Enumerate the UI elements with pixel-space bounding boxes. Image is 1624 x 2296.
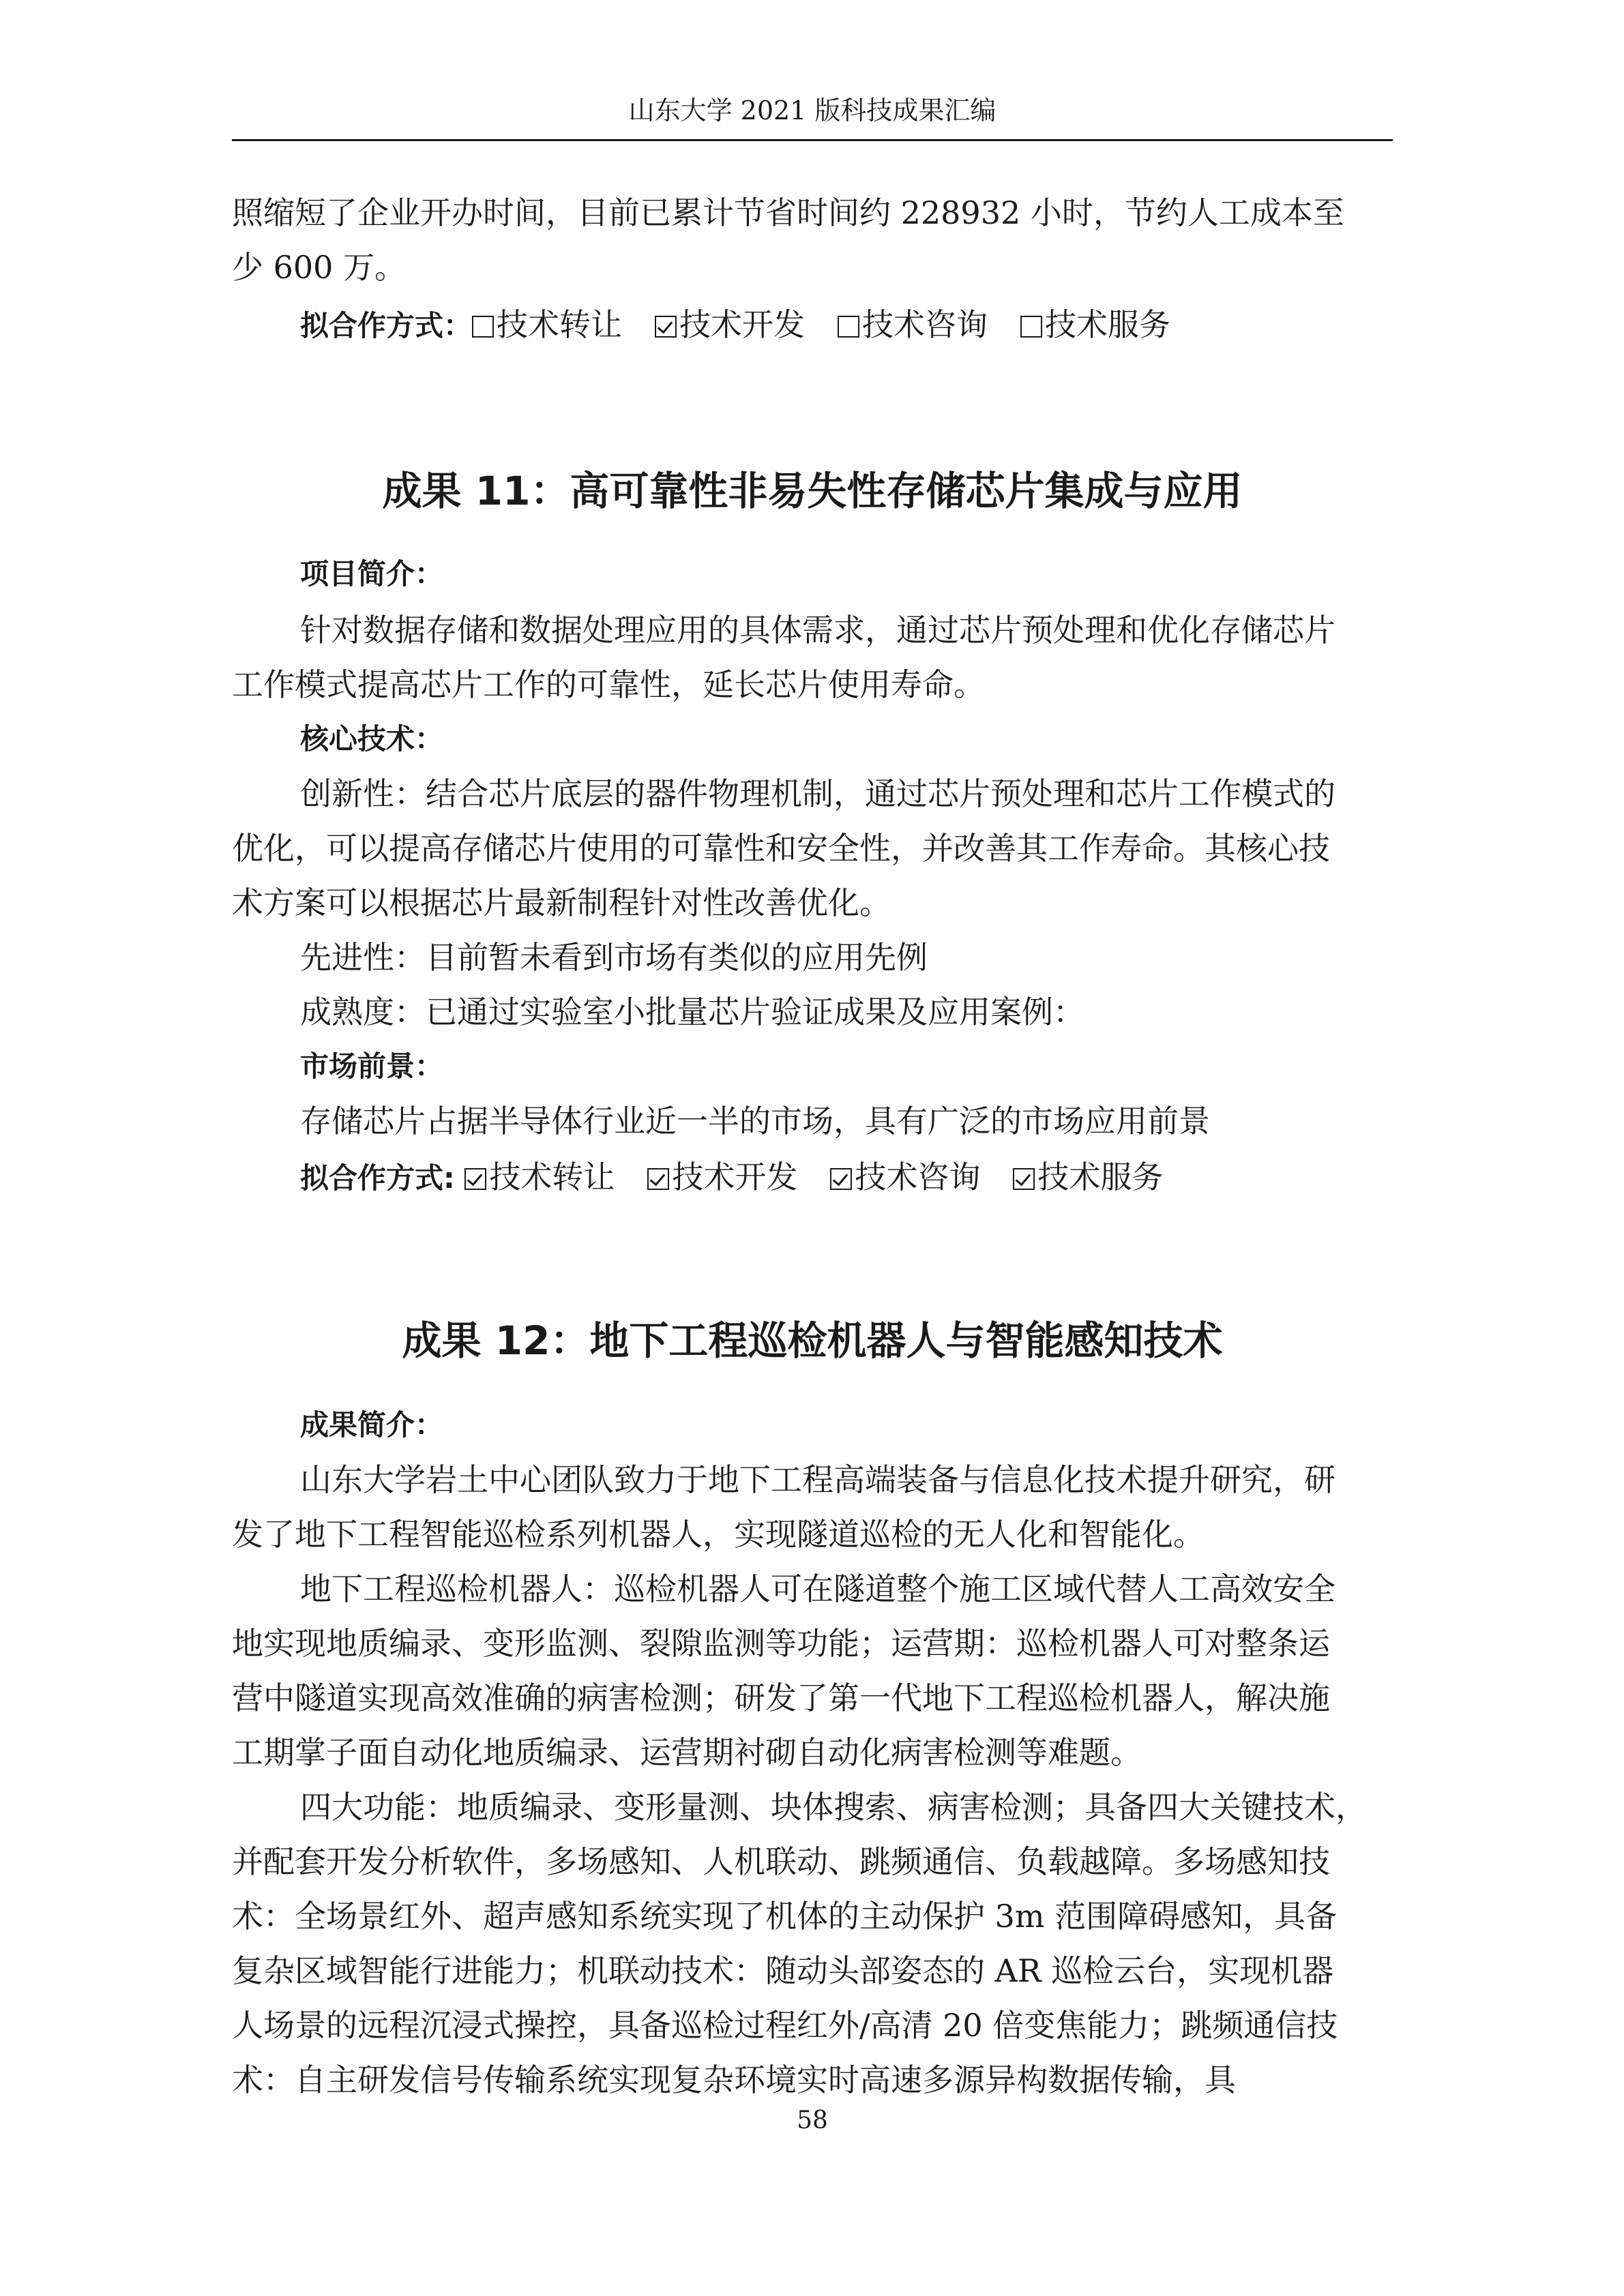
checkbox-checked-icon[interactable] bbox=[830, 1168, 852, 1190]
body-line: 营中隧道实现高效准确的病害检测；研发了第一代地下工程巡检机器人，解决施 bbox=[232, 1680, 1330, 1716]
body-line: 少 600 万。 bbox=[232, 249, 407, 286]
body-line: 人场景的远程沉浸式操控，具备巡检过程红外/高清 20 倍变焦能力；跳频通信技 bbox=[232, 2007, 1338, 2044]
checkbox-unchecked-icon[interactable] bbox=[838, 316, 859, 338]
checkbox-checked-icon[interactable] bbox=[655, 316, 677, 338]
cooperation-option[interactable]: 技术开发 bbox=[655, 304, 805, 345]
body-line: 复杂区域智能行进能力；机联动技术：随动头部姿态的 AR 巡检云台，实现机器 bbox=[232, 1952, 1334, 1989]
checkbox-unchecked-icon[interactable] bbox=[1020, 316, 1042, 338]
cooperation-option[interactable]: 技术咨询 bbox=[838, 304, 988, 345]
body-line: 术：全场景红外、超声感知系统实现了机体的主动保护 3m 范围障碍感知，具备 bbox=[232, 1898, 1338, 1935]
cooperation-option[interactable]: 技术开发 bbox=[647, 1157, 797, 1197]
body-line: 成熟度：已通过实验室小批量芯片验证成果及应用案例： bbox=[300, 994, 1084, 1030]
body-line: 工作模式提高芯片工作的可靠性，延长芯片使用寿命。 bbox=[232, 666, 985, 703]
section-heading: 核心技术： bbox=[300, 722, 444, 756]
body-line: 优化，可以提高存储芯片使用的可靠性和安全性，并改善其工作寿命。其核心技 bbox=[232, 830, 1330, 867]
section-heading: 成果简介： bbox=[300, 1408, 444, 1442]
section-heading: 项目简介： bbox=[300, 557, 444, 591]
checkbox-checked-icon[interactable] bbox=[464, 1168, 486, 1190]
cooperation-label: 拟合作方式: bbox=[300, 1161, 455, 1195]
body-line: 山东大学岩土中心团队致力于地下工程高端装备与信息化技术提升研究，研 bbox=[300, 1461, 1335, 1498]
cooperation-option[interactable]: 技术服务 bbox=[1020, 304, 1170, 345]
cooperation-option[interactable]: 技术转让 bbox=[472, 304, 622, 345]
cooperation-label: 拟合作方式： bbox=[300, 309, 473, 342]
running-header: 山东大学 2021 版科技成果汇编 bbox=[628, 95, 996, 125]
body-line: 发了地下工程智能巡检系列机器人，实现隧道巡检的无人化和智能化。 bbox=[232, 1516, 1205, 1553]
body-line: 存储芯片占据半导体行业近一半的市场，具有广泛的市场应用前景 bbox=[300, 1103, 1210, 1139]
header-divider bbox=[232, 139, 1393, 141]
body-line: 地下工程巡检机器人：巡检机器人可在隧道整个施工区域代替人工高效安全 bbox=[300, 1570, 1335, 1607]
body-line: 照缩短了企业开办时间，目前已累计节省时间约 228932 小时，节约人工成本至 bbox=[232, 194, 1344, 231]
section-title: 成果 11：高可靠性非易失性存储芯片集成与应用 bbox=[382, 468, 1243, 514]
cooperation-option[interactable]: 技术转让 bbox=[464, 1157, 615, 1197]
body-line: 创新性：结合芯片底层的器件物理机制，通过芯片预处理和芯片工作模式的 bbox=[300, 775, 1335, 812]
cooperation-row bbox=[300, 304, 1393, 346]
body-line: 针对数据存储和数据处理应用的具体需求，通过芯片预处理和优化存储芯片 bbox=[300, 612, 1335, 648]
checkbox-unchecked-icon[interactable] bbox=[472, 316, 494, 338]
checkbox-checked-icon[interactable] bbox=[1013, 1168, 1035, 1190]
body-line: 术方案可以根据芯片最新制程针对性改善优化。 bbox=[232, 884, 891, 921]
page-number: 58 bbox=[797, 2106, 828, 2134]
section-heading: 市场前景： bbox=[300, 1049, 444, 1083]
body-line: 地实现地质编录、变形监测、裂隙监测等功能；运营期：巡检机器人可对整条运 bbox=[232, 1625, 1330, 1662]
cooperation-row bbox=[300, 1157, 1393, 1199]
body-line: 先进性：目前暂未看到市场有类似的应用先例 bbox=[300, 939, 928, 976]
checkbox-checked-icon[interactable] bbox=[647, 1168, 669, 1190]
cooperation-option[interactable]: 技术服务 bbox=[1013, 1157, 1163, 1197]
section-title: 成果 12：地下工程巡检机器人与智能感知技术 bbox=[402, 1317, 1223, 1364]
body-line: 并配套开发分析软件，多场感知、人机联动、跳频通信、负载越障。多场感知技 bbox=[232, 1843, 1330, 1880]
body-line: 术：自主研发信号传输系统实现复杂环境实时高速多源异构数据传输，具 bbox=[232, 2061, 1236, 2098]
body-line: 工期掌子面自动化地质编录、运营期衬砌自动化病害检测等难题。 bbox=[232, 1734, 1142, 1771]
cooperation-option[interactable]: 技术咨询 bbox=[830, 1157, 980, 1197]
body-line: 四大功能：地质编录、变形量测、块体搜索、病害检测；具备四大关键技术， bbox=[300, 1789, 1367, 1825]
